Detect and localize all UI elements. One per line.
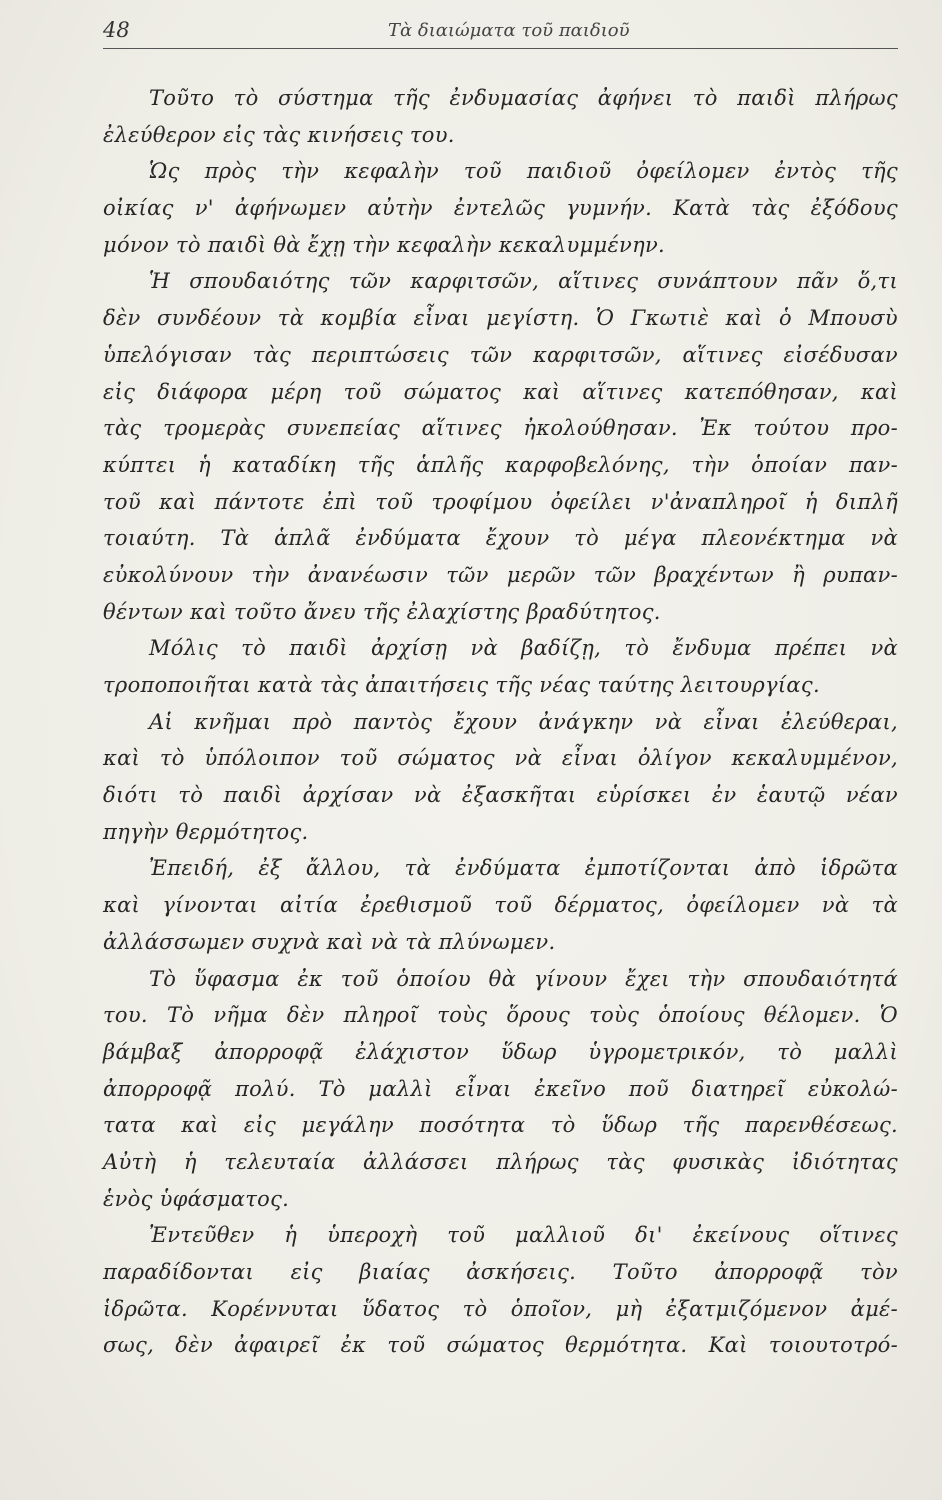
text-line: διότι τὸ παιδὶ ἀρχίσαν νὰ ἐξασκῆται εὑρίσκει ἐν ἑαυτῷ νέαν: [103, 783, 898, 808]
text-line: ἑνὸς ὑφάσματος.: [103, 1186, 290, 1211]
text-line: του. Τὸ νῆμα δὲν πληροῖ τοὺς ὅρους τοὺς ὁποίους θέλομεν. Ὁ: [103, 1003, 898, 1028]
text-line: τατα καὶ εἰς μεγάλην ποσότητα τὸ ὕδωρ τῆς παρενθέσεως.: [103, 1113, 898, 1138]
page-number: 48: [103, 18, 130, 42]
text-line: τὰς τρομερὰς συνεπείας αἵτινες ἠκολούθησαν. Ἐκ τούτου προ-: [103, 416, 898, 441]
text-line: θέντων καὶ τοῦτο ἄνευ τῆς ἐλαχίστης βραδύτητος.: [103, 599, 661, 624]
page-header: [103, 18, 898, 48]
text-line: τοῦ καὶ πάντοτε ἐπὶ τοῦ τροφίμου ὀφείλει ν'ἀναπληροῖ ἡ διπλῆ: [103, 489, 898, 514]
text-line: ἐλεύθερον εἰς τὰς κινήσεις του.: [103, 122, 455, 147]
text-line: καὶ τὸ ὑπόλοιπον τοῦ σώματος νὰ εἶναι ὀλίγον κεκαλυμμένον,: [103, 746, 898, 771]
text-line: Τὸ ὕφασμα ἐκ τοῦ ὁποίου θὰ γίνουν ἔχει τὴν σπουδαιότητά: [149, 966, 898, 991]
text-line: Ἡ σπουδαιότης τῶν καρφιτσῶν, αἵτινες συνάπτουν πᾶν ὅ,τι: [149, 269, 898, 294]
text-line: Ὡς πρὸς τὴν κεφαλὴν τοῦ παιδιοῦ ὀφείλομεν ἐντὸς τῆς: [149, 159, 898, 184]
text-line: σως, δὲν ἀφαιρεῖ ἐκ τοῦ σώματος θερμότητα. Καὶ τοιουτοτρό-: [103, 1333, 898, 1358]
text-line: βάμβαξ ἀπορροφᾷ ἐλάχιστον ὕδωρ ὑγρομετρικόν, τὸ μαλλὶ: [103, 1039, 898, 1064]
body-text: [103, 80, 898, 1364]
text-line: τοιαύτη. Τὰ ἁπλᾶ ἐνδύματα ἔχουν τὸ μέγα πλεονέκτημα νὰ: [103, 526, 898, 551]
text-line: μόνον τὸ παιδὶ θὰ ἔχῃ τὴν κεφαλὴν κεκαλυμμένην.: [103, 232, 666, 257]
text-line: πηγὴν θερμότητος.: [103, 819, 309, 844]
text-line: οἰκίας ν' ἀφήνωμεν αὐτὴν ἐντελῶς γυμνήν. Κατὰ τὰς ἐξόδους: [103, 196, 898, 221]
text-line: Μόλις τὸ παιδὶ ἀρχίσῃ νὰ βαδίζῃ, τὸ ἔνδυμα πρέπει νὰ: [149, 636, 898, 661]
text-line: ἀπορροφᾷ πολύ. Τὸ μαλλὶ εἶναι ἐκεῖνο ποῦ διατηρεῖ εὐκολώ-: [103, 1076, 898, 1101]
text-line: Αὐτὴ ἡ τελευταία ἀλλάσσει πλήρως τὰς φυσικὰς ἰδιότητας: [103, 1149, 898, 1174]
text-line: εὐκολύνουν τὴν ἀνανέωσιν τῶν μερῶν τῶν βραχέντων ἢ ρυπαν-: [103, 562, 898, 587]
text-line: Ἐντεῦθεν ἡ ὑπεροχὴ τοῦ μαλλιοῦ δι' ἐκείνους οἵτινες: [149, 1223, 898, 1248]
text-line: δὲν συνδέουν τὰ κομβία εἶναι μεγίστη. Ὁ Γκωτιὲ καὶ ὁ Μπουσὺ: [103, 306, 898, 331]
text-line: Ἐπειδή, ἐξ ἄλλου, τὰ ἐνδύματα ἐμποτίζονται ἀπὸ ἱδρῶτα: [149, 856, 898, 881]
text-line: ἀλλάσσωμεν συχνὰ καὶ νὰ τὰ πλύνωμεν.: [103, 929, 556, 954]
running-title: Τὰ διαιώματα τοῦ παιδιοῦ: [388, 20, 630, 41]
text-line: ἱδρῶτα. Κορέννυται ὕδατος τὸ ὁποῖον, μὴ ἐξατμιζόμενον ἀμέ-: [103, 1296, 898, 1321]
text-line: τροποποιῆται κατὰ τὰς ἀπαιτήσεις τῆς νέας ταύτης λειτουργίας.: [103, 673, 820, 697]
text-line: καὶ γίνονται αἰτία ἐρεθισμοῦ τοῦ δέρματος, ὀφείλομεν νὰ τὰ: [103, 893, 898, 918]
header-rule: [103, 48, 898, 49]
text-line: εἰς διάφορα μέρη τοῦ σώματος καὶ αἵτινες κατεπόθησαν, καὶ: [103, 379, 898, 404]
text-line: ὑπελόγισαν τὰς περιπτώσεις τῶν καρφιτσῶν, αἵτινες εἰσέδυσαν: [103, 342, 898, 367]
text-line: Τοῦτο τὸ σύστημα τῆς ἐνδυμασίας ἀφήνει τὸ παιδὶ πλήρως: [149, 86, 898, 110]
text-line: κύπτει ἡ καταδίκη τῆς ἁπλῆς καρφοβελόνης, τὴν ὁποίαν παν-: [103, 452, 898, 477]
text-line: Αἱ κνῆμαι πρὸ παντὸς ἔχουν ἀνάγκην νὰ εἶναι ἐλεύθεραι,: [149, 709, 898, 734]
text-line: παραδίδονται εἰς βιαίας ἀσκήσεις. Τοῦτο ἀπορροφᾷ τὸν: [103, 1260, 898, 1284]
